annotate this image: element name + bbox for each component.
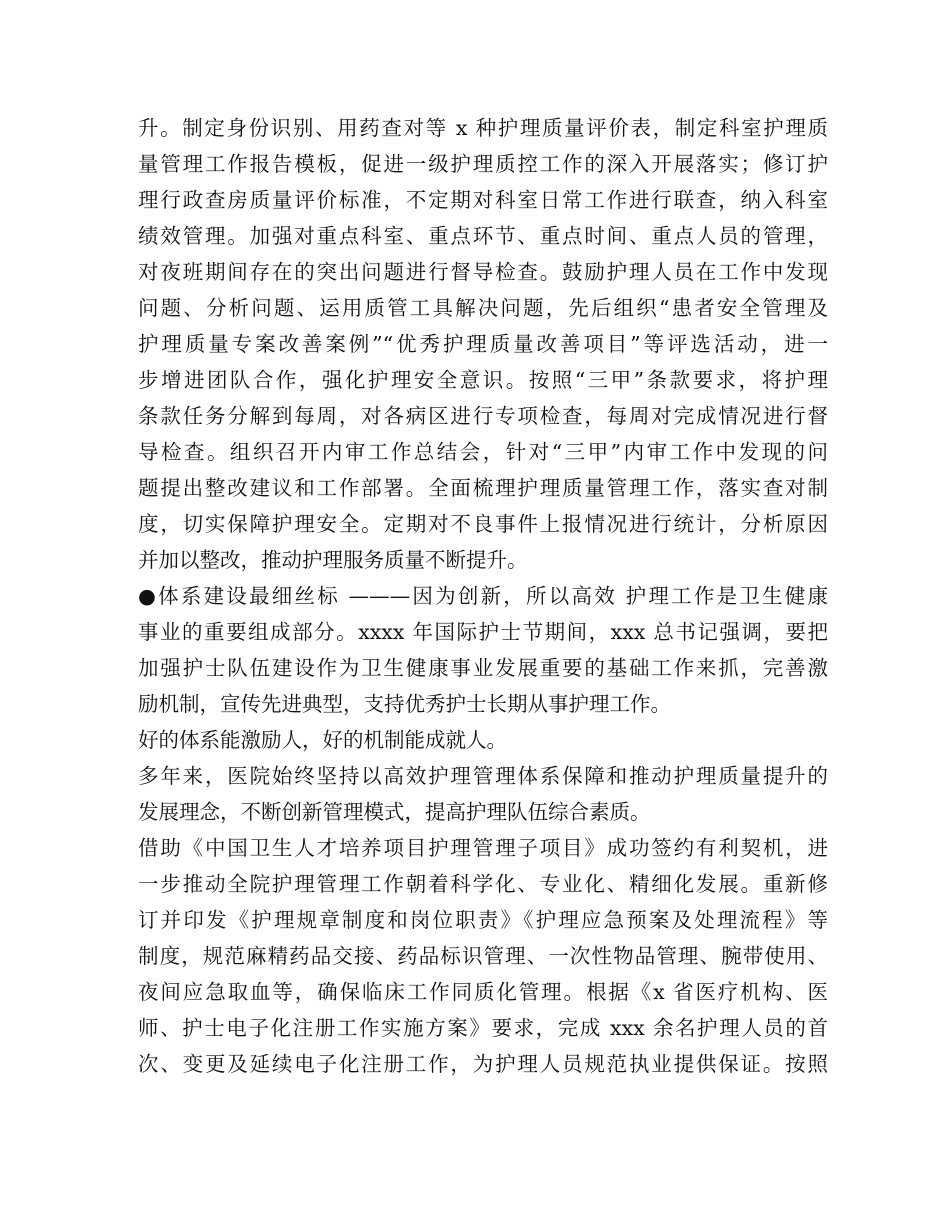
body-text [138, 110, 828, 1082]
text-line: 制度，规范麻精药品交接、药品标识管理、一次性物品管理、腕带使用、 [138, 944, 828, 968]
text-line: 夜间应急取血等，确保临床工作同质化管理。根据《x 省医疗机构、医 [138, 980, 828, 1004]
text-line: 一步推动全院护理管理工作朝着科学化、专业化、精细化发展。重新修 [138, 872, 828, 896]
text-line: 订并印发《护理规章制度和岗位职责》《护理应急预案及处理流程》等 [138, 908, 828, 932]
bullet-heading-line: ●体系建设最细丝标 ———因为创新，所以高效 护理工作是卫生健康 [138, 584, 828, 608]
text-line: 借助《中国卫生人才培养项目护理管理子项目》成功签约有利契机，进 [138, 836, 828, 860]
text-line: 度，切实保障护理安全。定期对不良事件上报情况进行统计，分析原因 [138, 512, 828, 536]
text-line: 步增进团队合作，强化护理安全意识。按照“三甲”条款要求，将护理 [138, 368, 828, 392]
text-line: 好的体系能激励人，好的机制能成就人。 [138, 728, 507, 752]
text-line: 护理质量专案改善案例”“优秀护理质量改善项目”等评选活动，进一 [138, 332, 828, 356]
text-line: 事业的重要组成部分。xxxx 年国际护士节期间，xxx 总书记强调，要把 [138, 620, 828, 644]
text-line: 加强护士队伍建设作为卫生健康事业发展重要的基础工作来抓，完善激 [138, 656, 828, 680]
text-line: 绩效管理。加强对重点科室、重点环节、重点时间、重点人员的管理， [138, 224, 828, 248]
text-line: 次、变更及延续电子化注册工作，为护理人员规范执业提供保证。按照 [138, 1052, 828, 1076]
text-line: 励机制，宣传先进典型，支持优秀护士长期从事护理工作。 [138, 692, 671, 716]
text-line: 发展理念，不断创新管理模式，提高护理队伍综合素质。 [138, 800, 651, 824]
text-line: 对夜班期间存在的突出问题进行督导检查。鼓励护理人员在工作中发现 [138, 260, 828, 284]
text-line: 导检查。组织召开内审工作总结会，针对“三甲”内审工作中发现的问 [138, 440, 828, 464]
text-line: 升。制定身份识别、用药查对等 x 种护理质量评价表，制定科室护理质 [138, 116, 828, 140]
text-line: 量管理工作报告模板，促进一级护理质控工作的深入开展落实；修订护 [138, 152, 828, 176]
text-line: 师、护士电子化注册工作实施方案》要求，完成 xxx 余名护理人员的首 [138, 1016, 828, 1040]
text-line: 理行政查房质量评价标准，不定期对科室日常工作进行联查，纳入科室 [138, 188, 828, 212]
text-line: 问题、分析问题、运用质管工具解决问题，先后组织“患者安全管理及 [138, 296, 828, 320]
text-line: 并加以整改，推动护理服务质量不断提升。 [138, 548, 528, 572]
text-line: 题提出整改建议和工作部署。全面梳理护理质量管理工作，落实查对制 [138, 476, 828, 500]
text-line: 条款任务分解到每周，对各病区进行专项检查，每周对完成情况进行督 [138, 404, 828, 428]
text-line: 多年来，医院始终坚持以高效护理管理体系保障和推动护理质量提升的 [138, 764, 828, 788]
